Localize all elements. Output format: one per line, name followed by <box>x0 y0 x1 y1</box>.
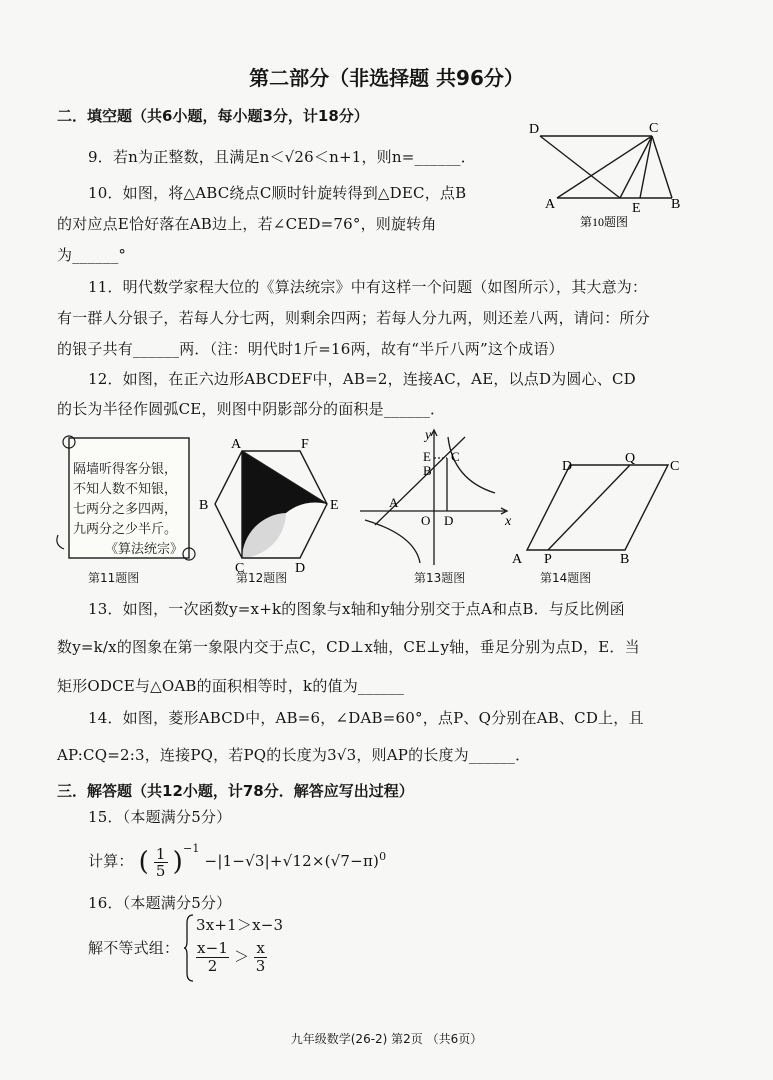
question-16-head: 16．（本题满分5分） <box>88 894 232 912</box>
scroll-line-3: 七两分之多四两， <box>73 502 178 517</box>
fig13-label-D: D <box>444 513 454 528</box>
fig13-label-B: B <box>423 463 432 478</box>
fig14-caption: 第14题图 <box>540 571 592 585</box>
q15-exp0: 0 <box>379 850 387 863</box>
scroll-line-2: 不知人数不知银， <box>73 482 178 497</box>
fig12-label-A: A <box>231 437 242 452</box>
figure-13 <box>355 425 525 565</box>
section-heading-solve: 三．解答题（共12小题，计78分．解答应写出过程） <box>57 782 414 800</box>
scroll-line-4: 九两分之少半斤。 <box>73 522 178 537</box>
q16-inequality-1: 3x+1＞x−3 <box>196 916 284 934</box>
fig14-label-C: C <box>670 459 680 474</box>
question-11-line3: 的银子共有______两．（注：明代时1斤=16两，故有“半斤八两”这个成语） <box>57 340 564 358</box>
question-15-expression: 计算： ( $\frac{1}{5}$ )$^{-1} -|1-√3|+√12\times(√7-\pi)^0$ <box>88 842 387 880</box>
fig13-label-A: A <box>389 495 399 510</box>
q15-frac-num: 1 <box>155 844 166 863</box>
fig12-label-E: E <box>330 498 339 513</box>
figure-12 <box>195 432 355 582</box>
fig10-label-D: D <box>529 122 540 137</box>
q16-rnum: x <box>256 939 265 957</box>
fig14-label-B: B <box>620 552 630 565</box>
fig10-label-E: E <box>632 201 641 216</box>
figure-14 <box>510 450 690 565</box>
question-12-line1: 12．如图，在正六边形ABCDEF中，AB=2，连接AC，AE，以点D为圆心、CD <box>88 370 636 388</box>
figure-10 <box>525 118 700 233</box>
q16-lden: 2 <box>207 957 218 975</box>
question-10-line2: 的对应点E恰好落在AB边上，若∠CED=76°，则旋转角 <box>57 215 437 233</box>
scroll-line-1: 隔墙听得客分银， <box>73 462 178 477</box>
section-heading-fill-in: 二．填空题（共6小题，每小题3分，计18分） <box>57 107 369 125</box>
page-footer: 九年级数学(26-2) 第2页 （共6页） <box>290 1032 483 1046</box>
question-12-line2: 的长为半径作圆弧CE，则图中阴影部分的面积是______． <box>57 400 446 418</box>
scroll-line-5: 《算法统宗》 <box>104 542 183 557</box>
fig13-label-E: E <box>423 449 431 464</box>
fig10-label-A: A <box>545 197 556 212</box>
q16-lnum: x−1 <box>197 939 229 957</box>
fig13-label-C: C <box>451 449 460 464</box>
fig12-caption: 第12题图 <box>236 571 288 585</box>
q15-rest: −|1−√3|+√12×(√7−π) <box>204 852 380 870</box>
fig10-caption: 第10题图 <box>580 215 629 229</box>
fig13-caption: 第13题图 <box>414 571 466 585</box>
fig11-caption: 第11题图 <box>88 571 140 585</box>
fig12-label-D: D <box>295 561 306 576</box>
q15-frac-den: 5 <box>155 861 166 880</box>
question-13-line1: 13．如图，一次函数y=x+k的图象与x轴和y轴分别交于点A和点B．与反比例函 <box>88 600 625 618</box>
page-title: 第二部分（非选择题 共96分） <box>249 66 524 90</box>
question-9: 9．若n为正整数，且满足n＜√26＜n+1，则n=______． <box>88 148 476 166</box>
question-11-line1: 11．明代数学家程大位的《算法统宗》中有这样一个问题（如图所示），其大意为： <box>88 278 648 296</box>
q16-brace <box>183 913 195 983</box>
fig10-label-B: B <box>671 197 681 212</box>
fig12-label-F: F <box>301 437 309 452</box>
question-13-line3: 矩形ODCE与△OAB的面积相等时，k的值为______ <box>57 677 405 695</box>
q16-op: ＞ <box>234 947 250 966</box>
fig12-label-C: C <box>235 561 245 576</box>
fig14-label-A: A <box>512 552 523 565</box>
q16-rden: 3 <box>255 957 266 975</box>
q16-inequality-2 <box>196 940 267 975</box>
question-13-line2: 数y=k/x的图象在第一象限内交于点C，CD⊥x轴，CE⊥y轴，垂足分别为点D，E．当 <box>57 638 640 656</box>
fig13-label-y: y <box>425 428 432 443</box>
q15-exp: −1 <box>182 842 200 855</box>
q16-label: 解不等式组： <box>88 939 180 957</box>
question-10-line1: 10．如图，将△ABC绕点C顺时针旋转得到△DEC，点B <box>88 184 467 202</box>
question-14-line1: 14．如图，菱形ABCD中，AB=6，∠DAB=60°，点P、Q分别在AB、CD上，且 <box>88 709 644 727</box>
fig13-label-O: O <box>421 513 431 528</box>
question-11-line2: 有一群人分银子，若每人分七两，则剩余四两；若每人分九两，则还差八两，请问：所分 <box>57 309 650 327</box>
fig13-label-x: x <box>505 514 512 529</box>
fig10-label-C: C <box>649 121 659 136</box>
question-14-line2: AP:CQ=2:3，连接PQ，若PQ的长度为3√3，则AP的长度为______． <box>57 746 531 764</box>
q15-label: 计算： <box>88 852 134 870</box>
figure-11 <box>55 430 200 570</box>
question-15-head: 15．（本题满分5分） <box>88 808 232 826</box>
question-10-line3: 为______° <box>57 246 127 264</box>
fig14-label-D: D <box>562 459 573 474</box>
fig12-label-B: B <box>199 498 209 513</box>
fig14-label-P: P <box>544 552 552 565</box>
fig14-label-Q: Q <box>625 451 636 466</box>
